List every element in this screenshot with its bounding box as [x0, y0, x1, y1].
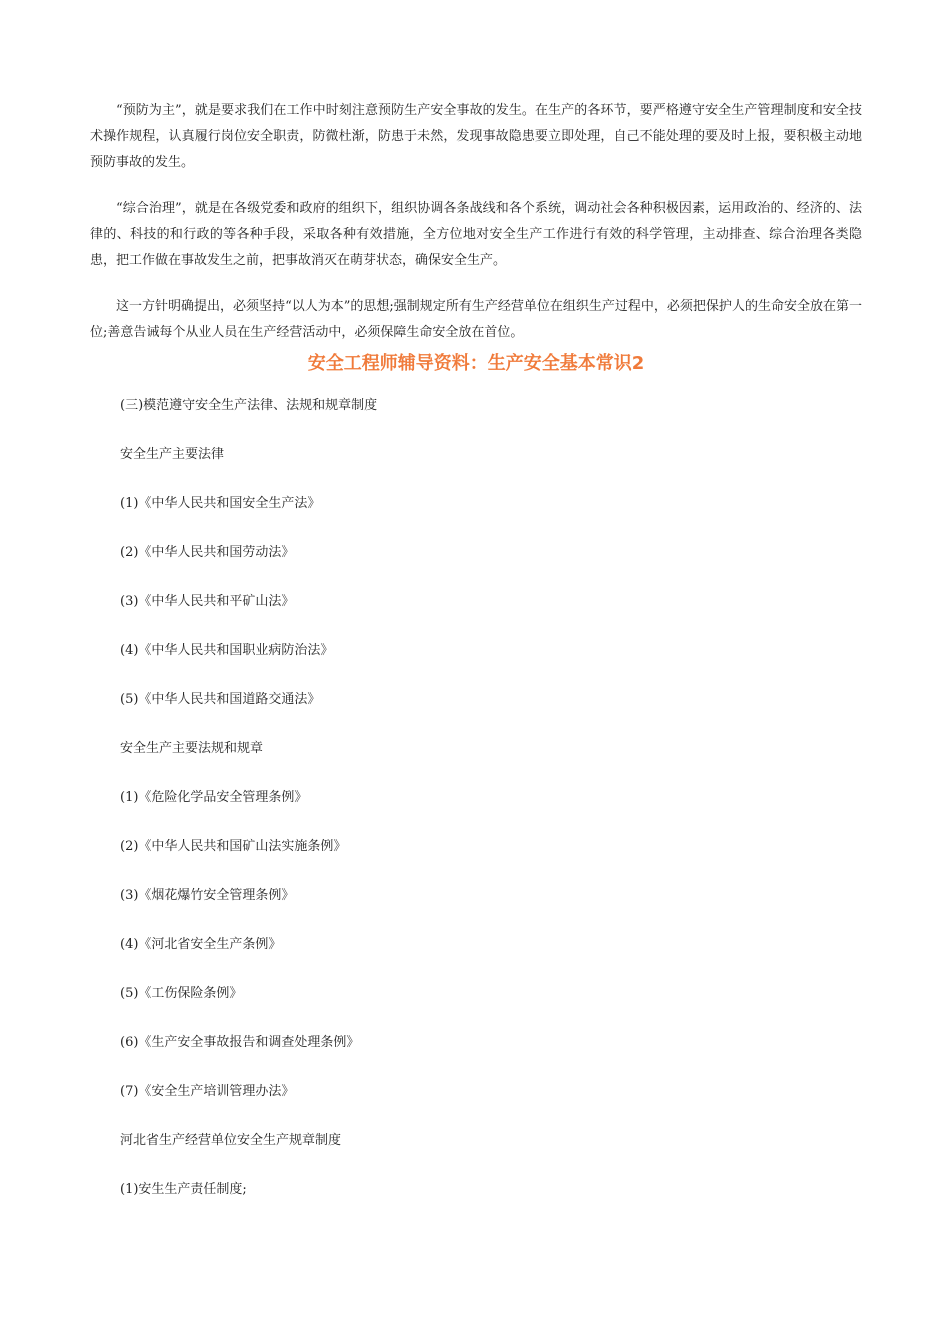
document-page — [90, 98, 862, 1229]
list-item: (4)《河北省安全生产条例》 — [120, 937, 282, 952]
paragraph-people-first: 这一方针明确提出，必须坚持“以人为本”的思想;强制规定所有生产经营单位在组织生产过程中，必须把保护人的生命安全放在第一位;善意告诫每个从业人员在生产经营活动中，必须保障生命安全放在首位。 — [90, 299, 862, 340]
paragraph-prevention: “预防为主”，就是要求我们在工作中时刻注意预防生产安全事故的发生。在生产的各环节，要严格遵守安全生产管理制度和安全技术操作规程，认真履行岗位安全职责，防微杜渐，防患于未然，发现事故隐患要立即处理，自己不能处理的要及时上报，要积极主动地预防事故的发生。 — [90, 103, 862, 170]
list-item: (6)《生产安全事故报告和调查处理条例》 — [120, 1035, 360, 1050]
list-heading-regulations: 安全生产主要法规和规章 — [120, 741, 264, 756]
list-item: (5)《工伤保险条例》 — [120, 986, 243, 1001]
list-heading-laws: 安全生产主要法律 — [120, 447, 225, 462]
list-item: (2)《中华人民共和国劳动法》 — [120, 545, 295, 560]
list-item: (3)《中华人民共和平矿山法》 — [120, 594, 295, 609]
list-item: (1)《危险化学品安全管理条例》 — [120, 790, 308, 805]
list-item: (3)《烟花爆竹安全管理条例》 — [120, 888, 295, 903]
list-item: (7)《安全生产培训管理办法》 — [120, 1084, 295, 1099]
list-item: (1)安生生产责任制度; — [120, 1182, 247, 1197]
list-item: (5)《中华人民共和国道路交通法》 — [120, 692, 321, 707]
list-item: (4)《中华人民共和国职业病防治法》 — [120, 643, 334, 658]
list-section — [90, 396, 862, 1200]
list-item: (2)《中华人民共和国矿山法实施条例》 — [120, 839, 347, 854]
list-heading-rules: 河北省生产经营单位安全生产规章制度 — [120, 1133, 342, 1148]
list-item: (1)《中华人民共和国安全生产法》 — [120, 496, 321, 511]
paragraph-comprehensive-governance: “综合治理”，就是在各级党委和政府的组织下，组织协调各条战线和各个系统，调动社会各种积极因素，运用政治的、经济的、法律的、科技的和行政的等各种手段，采取各种有效措施，全方位地对安全生产工作进行有效的科学管理，主动排查、综合治理各类隐患，把工作做在事故发生之前，把事故消灭在萌芽状态，确保安全生产。 — [90, 201, 862, 268]
list-item: (三)模范遵守安全生产法律、法规和规章制度 — [120, 398, 378, 413]
section-title: 安全工程师辅导资料：生产安全基本常识2 — [307, 353, 645, 374]
